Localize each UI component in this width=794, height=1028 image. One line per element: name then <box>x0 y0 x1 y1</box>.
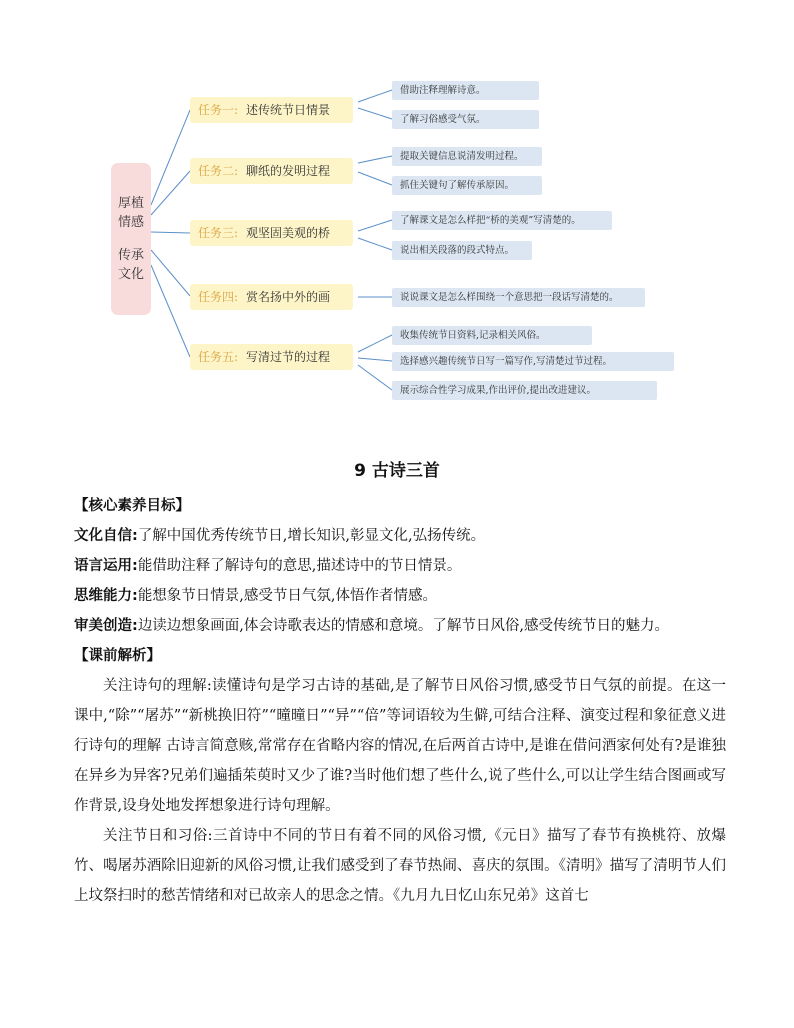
goal-row <box>74 581 726 611</box>
task-2-sub-2: 抓住关键句了解传承原因。 <box>392 176 542 195</box>
task-5-sub-3: 展示综合性学习成果,作出评价,提出改进建议。 <box>392 381 657 400</box>
goal-row <box>74 521 726 551</box>
connector-root-task4 <box>151 250 190 296</box>
task-2 <box>190 158 353 184</box>
connector-root-task2 <box>151 171 190 215</box>
connector-root-task1 <box>151 110 190 205</box>
task-1-name: 述传统节日情景 <box>246 103 331 117</box>
task-5-sub-2: 选择感兴趣传统节日写一篇写作,写清楚过节过程。 <box>392 352 674 371</box>
analysis-heading: 【课前解析】 <box>74 648 161 664</box>
lesson-title: 9 古诗三首 <box>354 461 440 481</box>
connector-task1-sub2 <box>358 108 392 119</box>
task-5 <box>190 344 353 370</box>
mind-map <box>0 0 794 420</box>
connector-task1-sub1 <box>358 90 392 102</box>
goal-text: 能想象节日情景,感受节日气氛,体悟作者情感。 <box>137 588 438 604</box>
goal-label: 文化自信: <box>74 528 138 544</box>
connector-task2-sub1 <box>358 156 392 163</box>
task-4-label: 任务四: <box>198 290 239 304</box>
mindmap-root <box>111 163 151 315</box>
task-5-label: 任务五: <box>198 350 239 364</box>
task-1-label: 任务一: <box>198 103 239 117</box>
goal-row <box>74 551 726 581</box>
connector-task2-sub2 <box>358 172 392 185</box>
goals-heading: 【核心素养目标】 <box>74 498 190 514</box>
connector-task5-sub2 <box>358 358 392 361</box>
connector-task3-sub2 <box>358 238 392 250</box>
connector-task5-sub3 <box>358 365 392 390</box>
task-5-name: 写清过节的过程 <box>246 350 331 364</box>
task-2-label: 任务二: <box>198 164 239 178</box>
task-4-sub-1: 说说课文是怎么样围绕一个意思把一段话写清楚的。 <box>392 288 645 307</box>
task-3-name: 观坚固美观的桥 <box>246 226 331 240</box>
task-1 <box>190 97 353 123</box>
goal-label: 语言运用: <box>74 558 138 574</box>
task-1-sub-1: 借助注释理解诗意。 <box>392 81 539 100</box>
task-4 <box>190 284 353 310</box>
analysis-paragraph-2: 关注节日和习俗:三首诗中不同的节日有着不同的风俗习惯,《元日》描写了春节有换桃符、放爆竹、喝屠苏酒除旧迎新的风俗习惯,让我们感受到了春节热闹、喜庆的氛围。《清明》描写了清明节人们上坟祭扫时的愁苦情绪和对已故亲人的思念之情。《九月九日忆山东兄弟》这首七 <box>74 828 726 904</box>
root-line-2: 情感 <box>117 215 144 230</box>
connector-task3-sub1 <box>358 220 392 231</box>
task-3-sub-1: 了解课文是怎么样把“桥的美观”写清楚的。 <box>392 211 612 230</box>
task-5-sub-1: 收集传统节日资料,记录相关风俗。 <box>392 326 592 345</box>
goal-row <box>74 611 726 641</box>
connector-root-task3 <box>151 232 190 233</box>
connector-root-task5 <box>151 265 190 357</box>
root-line-3: 传承 <box>117 248 144 263</box>
analysis-paragraph-1: 关注诗句的理解:读懂诗句是学习古诗的基础,是了解节日风俗习惯,感受节日气氛的前提。在这一课中,“除”“屠苏”“新桃换旧符”“曈曈日”“异”“倍”等词语较为生僻,可结合注释、演变过程和象征意义进行诗句的理解 古诗言简意赅,常常存在省略内容的情况,在后两首古诗中,是谁在借问酒家何处有?是谁独在异乡为异客?兄弟们遍插茱萸时又少了谁?当时他们想了些什么,说了些什么,可以让学生结合图画或写作背景,设身处地发挥想象进行诗句理解。 <box>74 678 726 814</box>
goal-text: 能借助注释了解诗句的意思,描述诗中的节日情景。 <box>137 558 462 574</box>
task-2-sub-1: 提取关键信息说清发明过程。 <box>392 147 542 166</box>
root-line-1: 厚植 <box>117 196 144 211</box>
goal-text: 了解中国优秀传统节日,增长知识,彰显文化,弘扬传统。 <box>137 528 486 544</box>
task-1-sub-2: 了解习俗感受气氛。 <box>392 110 539 129</box>
connector-task5-sub1 <box>358 335 392 352</box>
goal-label: 审美创造: <box>74 618 138 634</box>
task-3-label: 任务三: <box>198 226 239 240</box>
task-4-name: 赏名扬中外的画 <box>246 290 331 304</box>
task-3-sub-2: 说出相关段落的段式特点。 <box>392 241 532 260</box>
goal-label: 思维能力: <box>74 588 138 604</box>
lesson-body <box>74 491 726 911</box>
task-3 <box>190 220 353 246</box>
goal-text: 边读边想象画面,体会诗歌表达的情感和意境。了解节日风俗,感受传统节日的魅力。 <box>137 618 670 634</box>
task-2-name: 聊纸的发明过程 <box>246 164 331 178</box>
root-line-4: 文化 <box>117 267 144 282</box>
